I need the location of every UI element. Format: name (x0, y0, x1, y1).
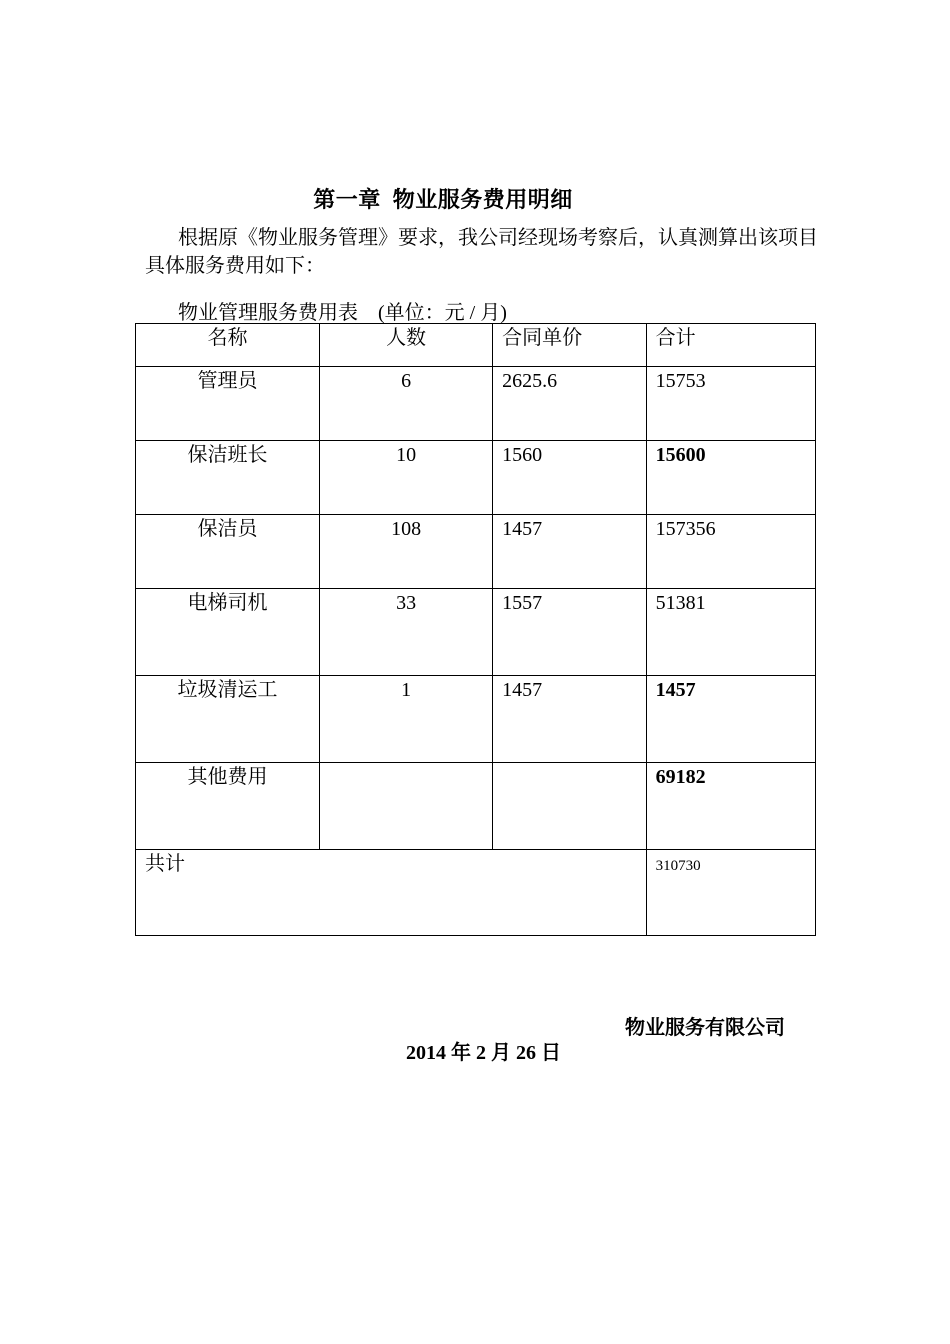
row-price: 2625.6 (502, 370, 558, 392)
total-cell (646, 763, 815, 850)
row-count: 6 (401, 370, 412, 392)
sum-total-cell (646, 850, 815, 936)
total-cell (646, 367, 815, 441)
row-price: 1557 (502, 592, 543, 614)
header-total-cell (646, 324, 815, 367)
name-cell (136, 676, 320, 763)
company-name: 物业服务有限公司 (625, 1017, 785, 1039)
row-price: 1457 (502, 679, 543, 701)
table-row (136, 515, 816, 589)
header-count: 人数 (386, 327, 427, 349)
row-price: 1457 (502, 518, 543, 540)
sum-total: 310730 (655, 858, 701, 874)
header-price-cell (493, 324, 646, 367)
row-count: 108 (391, 518, 422, 540)
row-count: 10 (396, 444, 417, 466)
document-date: 2014 年 2 月 26 日 (406, 1042, 561, 1064)
row-name: 垃圾清运工 (177, 679, 278, 701)
sum-row (136, 850, 816, 936)
sum-label: 共计 (145, 853, 185, 875)
count-cell (320, 676, 493, 763)
row-count: 33 (396, 592, 417, 614)
count-cell (320, 441, 493, 515)
header-total: 合计 (655, 327, 696, 349)
count-cell (320, 589, 493, 676)
fee-table (135, 323, 816, 936)
table-row (136, 441, 816, 515)
row-name: 保洁班长 (187, 444, 268, 466)
row-total: 69182 (655, 766, 706, 788)
name-cell (136, 763, 320, 850)
row-count (320, 763, 492, 765)
row-price (493, 763, 645, 765)
table-row (136, 763, 816, 850)
price-cell (493, 763, 646, 850)
price-cell (493, 367, 646, 441)
row-name: 电梯司机 (187, 592, 268, 614)
name-cell (136, 589, 320, 676)
table-row (136, 589, 816, 676)
table-row (136, 367, 816, 441)
name-cell (136, 367, 320, 441)
header-price: 合同单价 (502, 327, 583, 349)
count-cell (320, 367, 493, 441)
name-cell (136, 441, 320, 515)
row-total: 15753 (655, 370, 706, 392)
sum-label-cell (136, 850, 647, 936)
row-total: 15600 (655, 444, 706, 466)
row-name: 其他费用 (187, 766, 268, 788)
row-total: 51381 (655, 592, 706, 614)
row-total: 157356 (655, 518, 716, 540)
total-cell (646, 676, 815, 763)
chapter-title: 第一章 物业服务费用明细 (313, 187, 573, 212)
row-price: 1560 (502, 444, 543, 466)
intro-paragraph: 根据原《物业服务管理》要求，我公司经现场考察后，认真测算出该项目具体服务费用如下： (145, 227, 818, 277)
row-count: 1 (401, 679, 412, 701)
header-name-cell (136, 324, 320, 367)
row-total: 1457 (655, 679, 696, 701)
table-row (136, 676, 816, 763)
row-name: 保洁员 (197, 518, 258, 540)
name-cell (136, 515, 320, 589)
count-cell (320, 763, 493, 850)
price-cell (493, 515, 646, 589)
row-name: 管理员 (197, 370, 258, 392)
total-cell (646, 589, 815, 676)
total-cell (646, 441, 815, 515)
total-cell (646, 515, 815, 589)
table-caption: 物业管理服务费用表 (单位：元 / 月) (178, 302, 507, 324)
header-count-cell (320, 324, 493, 367)
price-cell (493, 589, 646, 676)
header-name: 名称 (207, 327, 248, 349)
count-cell (320, 515, 493, 589)
price-cell (493, 441, 646, 515)
price-cell (493, 676, 646, 763)
table-header-row (136, 324, 816, 367)
